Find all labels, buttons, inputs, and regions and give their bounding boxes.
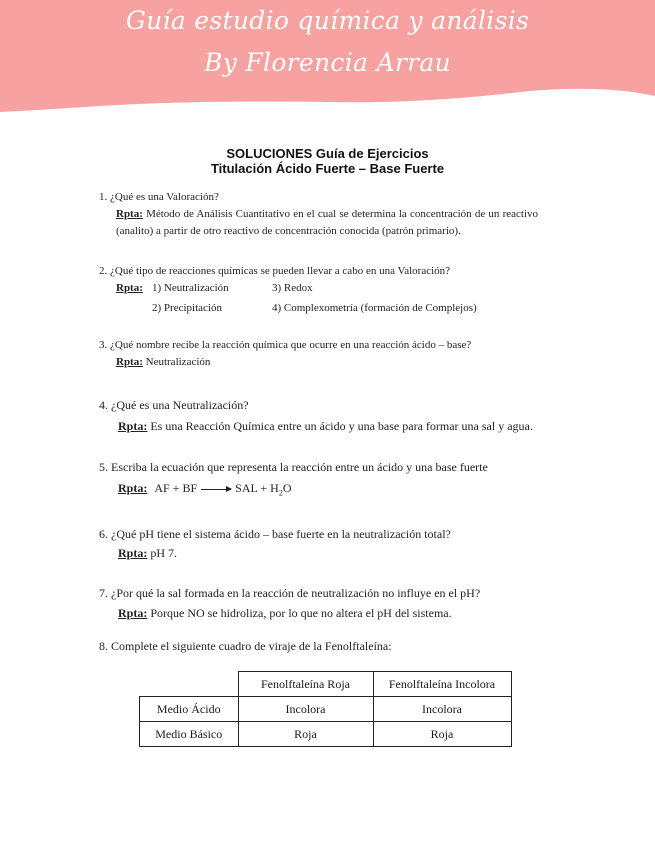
- answer-1: [116, 206, 538, 240]
- rpta-label: Rpta:: [118, 481, 148, 495]
- row-label: Medio Ácido: [140, 697, 239, 722]
- banner-author: By Florencia Arrau: [204, 48, 451, 77]
- rpta-label: Rpta:: [118, 606, 148, 620]
- rpta-label: Rpta:: [116, 282, 143, 294]
- header-banner: [0, 0, 655, 120]
- rpta-label: Rpta:: [116, 208, 143, 220]
- question-6: 6. ¿Qué pH tiene el sistema ácido – base fuerte en la neutralización total?: [99, 527, 451, 541]
- question-7: 7. ¿Por qué la sal formada en la reacción de neutralización no influye en el pH?: [99, 586, 481, 600]
- equation-left: AF + BF: [154, 481, 198, 495]
- table-cell: Roja: [373, 722, 511, 747]
- banner-title: Guía estudio química y análisis: [125, 6, 530, 35]
- question-8: 8. Complete el siguiente cuadro de viraje de la Fenolftaleína:: [99, 639, 392, 653]
- reaction-arrow-icon: [201, 489, 231, 490]
- question-4: 4. ¿Qué es una Neutralización?: [99, 398, 249, 412]
- viraje-table: [139, 671, 512, 747]
- table-row: [140, 697, 512, 722]
- answer-4: [118, 419, 533, 434]
- page-subtitle: Titulación Ácido Fuerte – Base Fuerte: [210, 161, 445, 176]
- question-5: 5. Escriba la ecuación que representa la reacción entre un ácido y una base fuerte: [99, 460, 488, 474]
- table-cell: Roja: [238, 722, 373, 747]
- equation-right: SAL + H: [235, 481, 279, 495]
- equation-right-end: O: [282, 481, 292, 495]
- answer-4-text: Es una Reacción Química entre un ácido y una base para formar una sal y agua.: [150, 419, 533, 433]
- table-row: [140, 722, 512, 747]
- answer-6: [118, 546, 177, 561]
- table-header-row: [140, 672, 512, 697]
- answer-6-text: pH 7.: [150, 546, 178, 560]
- option-1: 1) Neutralización: [152, 282, 229, 294]
- answer-3-text: Neutralización: [145, 356, 211, 368]
- table-header: Fenolftaleína Incolora: [373, 672, 511, 697]
- rpta-label: Rpta:: [118, 419, 148, 433]
- answer-7: [118, 606, 452, 621]
- option-4: 4) Complexometría (formación de Complejos): [272, 302, 477, 314]
- answer-1-text: Método de Análisis Cuantitativo en el cual se determina la concentración de un reactivo (analito) a partir de otro reactivo de concentración conocida (patrón primario).: [116, 208, 539, 237]
- table-cell: Incolora: [373, 697, 511, 722]
- option-3: 3) Redox: [272, 282, 313, 294]
- answer-7-text: Porque NO se hidroliza, por lo que no altera el pH del sistema.: [150, 606, 452, 620]
- page-title: SOLUCIONES Guía de Ejercicios: [226, 146, 429, 161]
- option-2: 2) Precipitación: [152, 302, 222, 314]
- rpta-label: Rpta:: [116, 356, 143, 368]
- table-header: Fenolftaleína Roja: [238, 672, 373, 697]
- answer-5: [118, 481, 291, 497]
- answer-3: [116, 356, 210, 368]
- question-1: 1. ¿Qué es una Valoración?: [99, 191, 219, 203]
- row-label: Medio Básico: [140, 722, 239, 747]
- table-cell: Incolora: [238, 697, 373, 722]
- question-3: 3. ¿Qué nombre recibe la reacción química que ocurre en una reacción ácido – base?: [99, 339, 472, 351]
- question-2: 2. ¿Qué tipo de reacciones químicas se pueden llevar a cabo en una Valoración?: [99, 265, 451, 277]
- equation-subscript: 2: [278, 488, 283, 498]
- table-corner-cell: [140, 672, 239, 697]
- rpta-label: Rpta:: [118, 546, 148, 560]
